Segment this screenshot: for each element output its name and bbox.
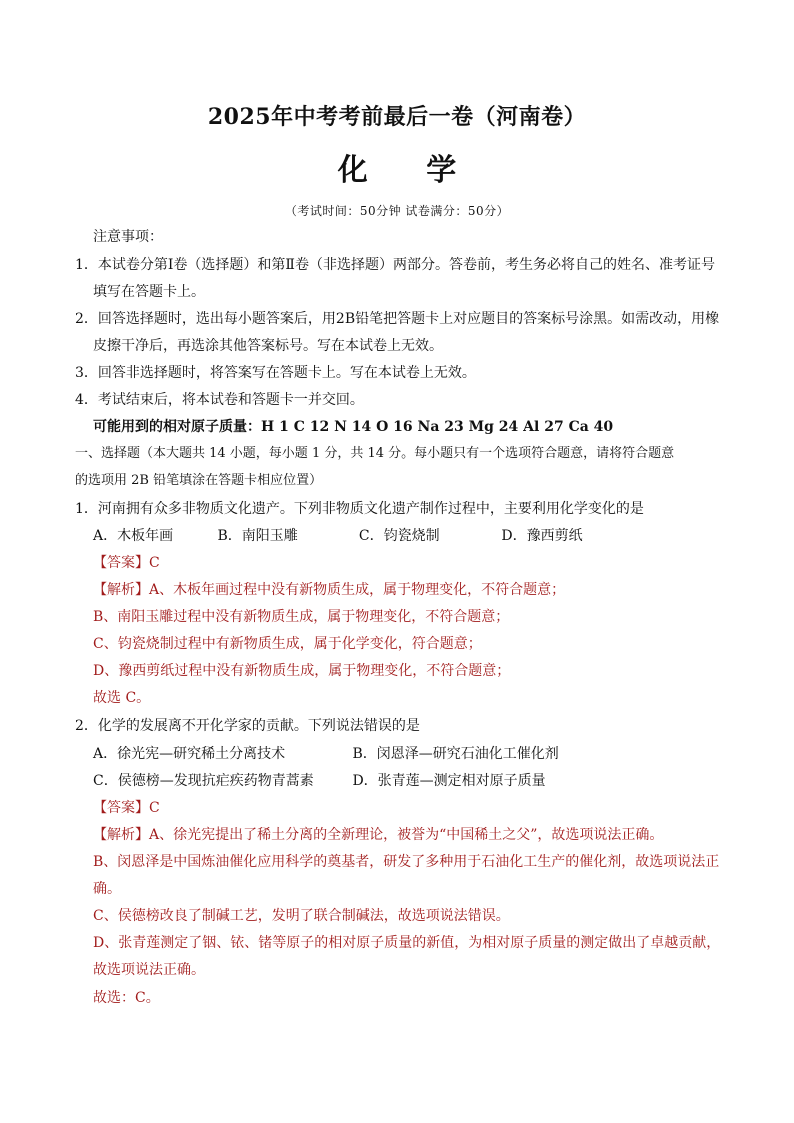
notice-item-2: 2．回答选择题时，选出每小题答案后，用2B铅笔把答题卡上对应题目的答案标号涂黑。如需改动，用橡 bbox=[75, 311, 720, 327]
atomic-mass-line: 可能用到的相对原子质量：H 1 C 12 N 14 O 16 Na 23 Mg 24 Al 27 Ca 40 bbox=[93, 419, 614, 435]
q2-option-b: B．闵恩泽—研究石油化工催化剂 bbox=[352, 746, 559, 762]
q1-analysis-a: 【解析】A、木板年画过程中没有新物质生成，属于物理变化，不符合题意； bbox=[93, 582, 566, 598]
q2-option-d: D．张青莲—测定相对原子质量 bbox=[352, 773, 546, 789]
q2-analysis-d: D、张青莲测定了铟、铱、锗等原子的相对原子质量的新值，为相对原子质量的测定做出了卓越贡献， bbox=[93, 935, 721, 951]
q1-answer: 【答案】C bbox=[93, 555, 160, 571]
section-1-heading-cont: 的选项用 2B 铅笔填涂在答题卡相应位置） bbox=[75, 473, 323, 488]
q2-analysis-a: 【解析】A、徐光宪提出了稀土分离的全新理论，被誉为“中国稀土之父”，故选项说法正确。 bbox=[93, 827, 664, 843]
question-2-options-row2 bbox=[93, 771, 753, 791]
q2-analysis-c: C、侯德榜改良了制碱工艺，发明了联合制碱法，故选项说法错误。 bbox=[93, 908, 510, 924]
q1-analysis-d: D、豫西剪纸过程中没有新物质生成，属于物理变化，不符合题意； bbox=[93, 663, 511, 679]
exam-info: （考试时间：50分钟 试卷满分：50分） bbox=[284, 204, 510, 218]
subject-title: 化 学 bbox=[337, 153, 481, 188]
q1-conclusion: 故选 C。 bbox=[93, 690, 151, 706]
q2-analysis-d-cont: 故选项说法正确。 bbox=[93, 962, 205, 978]
q2-analysis-b: B、闵恩泽是中国炼油催化应用科学的奠基者，研发了多种用于石油化工生产的催化剂，故选项说法正 bbox=[93, 854, 720, 870]
notice-item-4: 4．考试结束后，将本试卷和答题卡一并交回。 bbox=[75, 392, 364, 408]
q1-option-c: C．钧瓷烧制 bbox=[358, 528, 440, 544]
notice-item-2-cont: 皮擦干净后，再选涂其他答案标号。写在本试卷上无效。 bbox=[93, 338, 443, 354]
notice-item-1-cont: 填写在答题卡上。 bbox=[93, 284, 205, 300]
q1-analysis-b: B、南阳玉雕过程中没有新物质生成，属于物理变化，不符合题意； bbox=[93, 609, 510, 625]
q2-analysis-b-cont: 确。 bbox=[93, 881, 121, 897]
q2-option-a: A．徐光宪—研究稀土分离技术 bbox=[93, 746, 286, 762]
q1-option-a: A．木板年画 bbox=[93, 528, 174, 544]
question-2-stem: 2．化学的发展离不开化学家的贡献。下列说法错误的是 bbox=[75, 718, 420, 734]
exam-title: 2025年中考考前最后一卷（河南卷） bbox=[207, 104, 587, 130]
q1-analysis-c: C、钧瓷烧制过程中有新物质生成，属于化学变化，符合题意； bbox=[93, 636, 482, 652]
notice-item-1: 1．本试卷分第Ⅰ卷（选择题）和第Ⅱ卷（非选择题）两部分。答卷前，考生务必将自己的姓名、准考证号 bbox=[75, 257, 715, 273]
q2-answer: 【答案】C bbox=[93, 800, 160, 816]
question-2-options-row1 bbox=[93, 744, 753, 764]
q1-option-d: D．豫西剪纸 bbox=[501, 528, 583, 544]
notice-item-3: 3．回答非选择题时，将答案写在答题卡上。写在本试卷上无效。 bbox=[75, 365, 476, 381]
q2-option-c: C．侯德榜—发现抗疟疾药物青蒿素 bbox=[93, 773, 314, 789]
notice-heading: 注意事项： bbox=[93, 229, 163, 245]
q1-option-b: B．南阳玉雕 bbox=[217, 528, 298, 544]
question-1-stem: 1．河南拥有众多非物质文化遗产。下列非物质文化遗产制作过程中，主要利用化学变化的是 bbox=[75, 501, 644, 517]
section-1-heading: 一、选择题（本大题共 14 小题，每小题 1 分，共 14 分。每小题只有一个选项符合题意，请将符合题意 bbox=[75, 446, 675, 461]
question-1-options bbox=[93, 526, 753, 546]
q2-conclusion: 故选：C。 bbox=[93, 990, 160, 1006]
